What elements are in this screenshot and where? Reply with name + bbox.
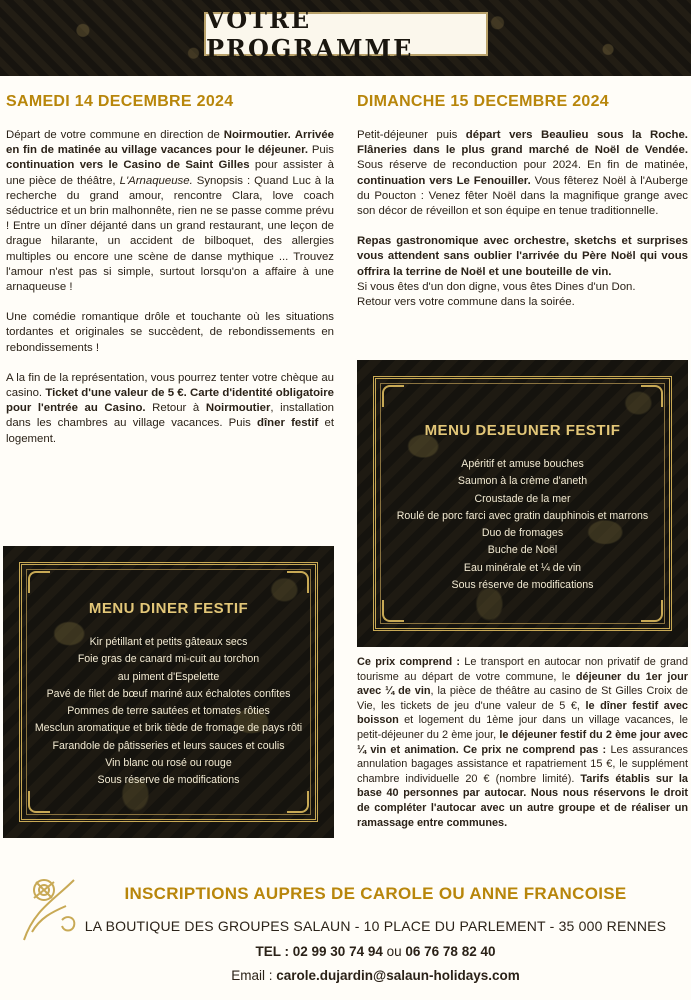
- menu-item: Sous réserve de modifications: [97, 774, 240, 787]
- email-link[interactable]: carole.dujardin@salaun-holidays.com: [276, 968, 520, 983]
- phone-2-link[interactable]: 06 76 78 82 40: [405, 944, 496, 959]
- menu-item: Saumon à la crème d'aneth: [457, 475, 588, 488]
- ornament-corner-icon: [28, 791, 50, 813]
- menu-item: Foie gras de canard mi-cuit au torchon: [77, 653, 260, 666]
- menu-item: Roulé de porc farci avec gratin dauphinois et marrons: [396, 509, 649, 522]
- menu-diner-box: [3, 546, 334, 838]
- menu-diner-list: [3, 634, 334, 790]
- inscriptions-heading: INSCRIPTIONS AUPRES DE CAROLE OU ANNE FRANCOISE: [124, 884, 627, 903]
- ornament-corner-icon: [641, 600, 663, 622]
- menu-item: Vin blanc ou rosé ou rouge: [105, 757, 232, 770]
- day2-title: DIMANCHE 15 DECEMBRE 2024: [357, 93, 610, 110]
- menu-item: Kir pétillant et petits gâteaux secs: [89, 636, 248, 648]
- menu-item: Mesclun aromatique et brik tiède de fromage de pays rôti: [34, 722, 303, 735]
- menu-item: Pommes de terre sautées et tomates rôties: [67, 705, 270, 718]
- day1-title: SAMEDI 14 DECEMBRE 2024: [6, 93, 234, 110]
- menu-item: Duo de fromages: [481, 527, 564, 540]
- day2-paragraph-2: Repas gastronomique avec orchestre, sketchs et surprises vous attendent sans oublier l'arrivée du Père Noël qui vous offrira la terrine de Noël et une bouteille de vin. Si vous êtes d'un don digne, vous êtes Dines d'un Don. Retour vers votre commune dans la soirée.: [357, 235, 688, 309]
- day1-paragraph-2: Une comédie romantique drôle et touchante où les situations tordantes et originales se succèdent, de rebondissements en rebondissements !: [6, 311, 334, 354]
- ornament-corner-icon: [287, 571, 309, 593]
- email-line: Email : carole.dujardin@salaun-holidays.com: [231, 968, 520, 983]
- menu-item: Sous réserve de modifications: [451, 579, 594, 592]
- menu-item: Eau minérale et ¼ de vin: [463, 561, 582, 574]
- day1-text: [6, 128, 334, 462]
- ornament-corner-icon: [641, 385, 663, 407]
- ornament-corner-icon: [287, 791, 309, 813]
- ornament-logo-icon: [14, 870, 86, 950]
- phone-1-link[interactable]: 02 99 30 74 94: [292, 944, 383, 959]
- ornament-corner-icon: [382, 385, 404, 407]
- menu-item: Farandole de pâtisseries et leurs sauces et coulis: [52, 739, 285, 752]
- menu-item: Buche de Noël: [487, 544, 558, 557]
- ornament-corner-icon: [28, 571, 50, 593]
- menu-item: Pavé de filet de bœuf mariné aux échalotes confites: [46, 687, 291, 700]
- ornament-corner-icon: [382, 600, 404, 622]
- menu-dejeuner-list: [357, 456, 688, 594]
- day1-paragraph-1: Départ de votre commune en direction de Noirmoutier. Arrivée en fin de matinée au village vacances pour le déjeuner. Puis continuation vers le Casino de Saint Gilles pour assister à une pièce de théâtre, L'Arnaqueuse. Synopsis : Quand Luc à la recherche du grand amour, rencontre Clara, love coach séductrice et un brin malhonnête, rien ne se passe comme prévu ! Entre un dîner déjanté dans un grand restaurant, une leçon de drague hilarante, un accident de bilboquet, des allergies multiples ou encore une scène de danse mythique ... Trouvez l'amour n'est pas si simple, surtout lorsqu'on a affaire à une arnaqueuse !: [6, 129, 334, 294]
- menu-item: au piment d'Espelette: [117, 670, 220, 683]
- phone-line: TEL : 02 99 30 74 94 ou 06 76 78 82 40: [255, 944, 496, 959]
- day2-text: [357, 128, 688, 325]
- menu-dejeuner-box: [357, 360, 688, 647]
- day1-paragraph-3: A la fin de la représentation, vous pourrez tenter votre chèque au casino. Ticket d'une valeur de 5 €. Carte d'identité obligatoire pour l'entrée au Casino. Retour à Noirmoutier, installation dans les chambres au village vacances. Puis dîner festif et logement.: [6, 371, 334, 445]
- day2-paragraph-1: Petit-déjeuner puis départ vers Beaulieu sous la Roche. Flâneries dans le plus grand marché de Noël de Vendée. Sous réserve de reconduction pour 2024. En fin de matinée, continuation vers Le Fenouiller. Vous fêterez Noël à l'Auberge du Poucton : Venez fêter Noël dans la magnifique grange avec son décor de réveillon et son équipe en tenue traditionnelle.: [357, 129, 688, 218]
- menu-dejeuner-title: MENU DEJEUNER FESTIF: [424, 422, 621, 439]
- menu-item: Apéritif et amuse bouches: [461, 458, 584, 470]
- menu-diner-title: MENU DINER FESTIF: [88, 600, 249, 617]
- menu-item: Croustade de la mer: [474, 492, 571, 505]
- price-conditions: Ce prix comprend : Le transport en autocar non privatif de grand tourisme au départ de votre commune, le déjeuner du 1er jour avec ¼ de vin, la pièce de théâtre au casino de St Gilles Croix de Vie, les tickets de jeu d'une valeur de 5 €, le dîner festif avec boisson et logement du 1ème jour dans un village vacances, le petit-déjeuner du 2 ème jour, le déjeuner festif du 2 ème jour avec ¼ vin et animation. Ce prix ne comprend pas : Les assurances annulation bagages assistance et rapatriement 15 €, le supplément chambre individuelle 20 € (nombre limité). Tarifs établis sur la base 40 personnes par autocar. Nous nous réservons le droit de compléter l'autocar avec un autre groupe et de réaliser un ramassage entre communes.: [357, 656, 689, 829]
- header-banner: [0, 0, 691, 76]
- page-title: VOTRE PROGRAMME: [204, 12, 488, 56]
- address-line: LA BOUTIQUE DES GROUPES SALAUN - 10 PLACE DU PARLEMENT - 35 000 RENNES: [84, 918, 667, 934]
